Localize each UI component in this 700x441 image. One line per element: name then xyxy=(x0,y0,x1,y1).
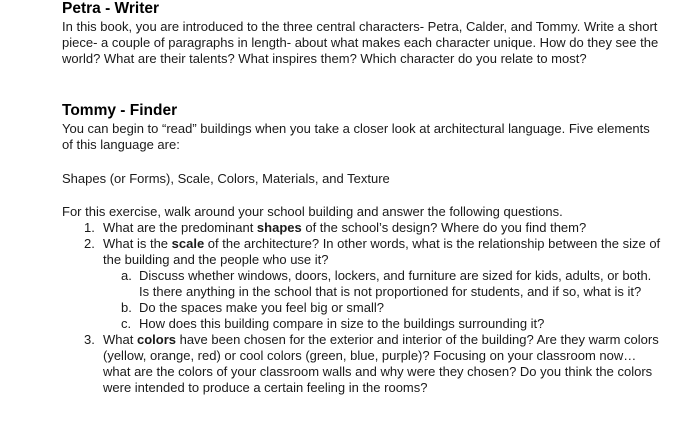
sub-question-text: How does this building compare in size to the buildings surrounding it? xyxy=(139,316,545,331)
question-number: 1. xyxy=(84,220,95,235)
question-text-post: of the school’s design? Where do you find them? xyxy=(301,220,587,235)
question-text-post: of the architecture? In other words, what is the relationship between the size of the building and the people who use it? xyxy=(103,236,661,267)
question-item-2 xyxy=(62,236,662,332)
question-number: 2. xyxy=(84,236,95,251)
exercise-instructions: For this exercise, walk around your school building and answer the following questions. xyxy=(62,204,563,219)
sub-question-text: Discuss whether windows, doors, lockers, and furniture are sized for kids, adults, or both. Is there anything in the school that is not proportioned for students, and if so, what is it? xyxy=(139,268,652,299)
section-intro-tommy: You can begin to “read” buildings when you take a closer look at architectural language. Five elements of this language are: xyxy=(62,121,650,152)
sub-question-item-a xyxy=(103,268,662,300)
question-list xyxy=(62,220,662,396)
question-keyword: shapes xyxy=(256,220,302,235)
sub-question-letter: a. xyxy=(121,268,132,283)
architecture-elements-line: Shapes (or Forms), Scale, Colors, Materials, and Texture xyxy=(62,171,390,186)
question-text-pre: What is the xyxy=(103,236,172,251)
sub-question-item-b xyxy=(103,300,662,316)
question-number: 3. xyxy=(84,332,95,347)
sub-question-list xyxy=(103,268,662,332)
section-body-petra: In this book, you are introduced to the three central characters- Petra, Calder, and Tommy. Write a short piece- a couple of paragraphs in length- about what makes each character unique. How do they see the world? What are their talents? What inspires them? Which character do you relate to most? xyxy=(62,19,659,66)
section-title-petra: Petra - Writer xyxy=(62,0,160,17)
sub-question-item-c xyxy=(103,316,662,332)
sub-question-letter: b. xyxy=(121,300,132,315)
question-item-1 xyxy=(62,220,662,236)
question-item-3 xyxy=(62,332,662,396)
question-text-pre: What xyxy=(103,332,137,347)
question-text-post: have been chosen for the exterior and interior of the building? Are they warm colors (yellow, orange, red) or cool colors (green, blue, purple)? Focusing on your classroom now… what are the colors of your classroom walls and why were they chosen? Do you think the colors were intended to produce a certain feeling in the rooms? xyxy=(103,332,659,395)
sub-question-letter: c. xyxy=(121,316,132,331)
section-title-tommy: Tommy - Finder xyxy=(62,102,178,119)
question-keyword: colors xyxy=(136,332,176,347)
question-keyword: scale xyxy=(171,236,205,251)
question-text-pre: What are the predominant xyxy=(103,220,257,235)
sub-question-text: Do the spaces make you feel big or small? xyxy=(139,300,384,315)
